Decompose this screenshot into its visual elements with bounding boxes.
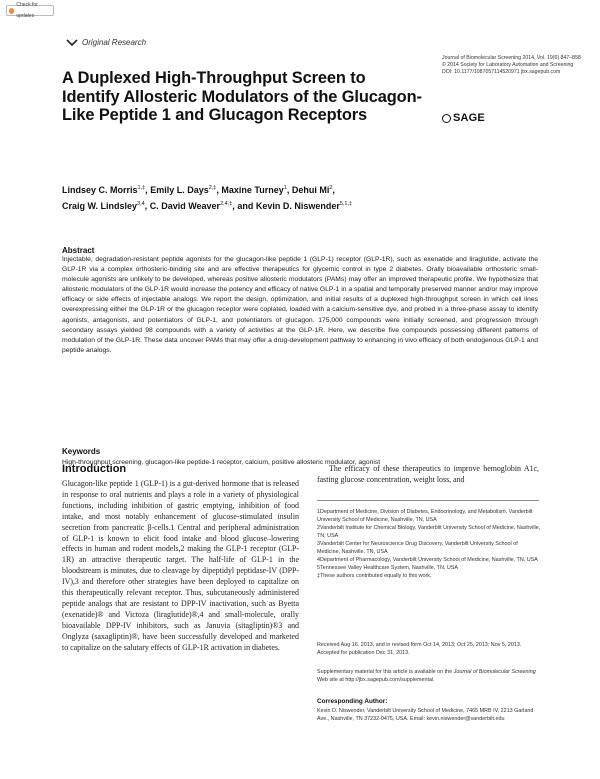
author: Craig W. Lindsley: [62, 200, 138, 211]
affiliation-item: 1Department of Medicine, Division of Diabetes, Endocrinology, and Metabolism, Vanderbilt University School of Medicine, Nashville, TN, USA: [317, 509, 533, 523]
check-for-updates-badge[interactable]: [6, 1, 54, 19]
abstract-text: Injectable, degradation-resistant peptide agonists for the glucagon-like peptide 1 (GLP-1) receptor (GLP-1R), such as exenatide and liraglutide, activate the GLP-1R via a complex orthosteric-binding site and are effective therapeutics for glycemic control in type 2 diabetes. Orally bioavailable orthosteric small-molecule agonists are unlikely to be developed, whereas positive allosteric modulators (PAMs) may offer an improved therapeutic profile. We hypothesize that allosteric modulators of the GLP-1R would increase the potency and efficacy of native GLP-1 in a spatial and temporally preserved manner and/or may improve efficacy or side effects of injectable analogs. We report the design, optimization, and initial results of a duplexed high-throughput screen in which cell lines overexpressing either the GLP-1R or the glucagon receptor were coplated, loaded with a calcium-sensitive dye, and probed in a three-phase assay to identify agonists, antagonists, and potentiators of GLP-1, and potentiators of glucagon. 175,000 compounds were initially screened, and progression through secondary assays yielded 98 compounds with a variety of activities at the GLP-1R. Here, we describe five compounds possessing different patterns of modulation of the GLP-1R. These data uncover PAMs that may offer a drug-development pathway to enhancing in vivo efficacy of both endogenous GLP-1 and peptide analogs.: [62, 256, 538, 354]
publisher-logo: [442, 112, 485, 124]
affiliation-item: 5Tennessee Valley Healthcare System, Nashville, TN, USA: [317, 565, 458, 571]
author: Maxine Turney: [221, 185, 284, 195]
author: Dehui Mi: [291, 185, 330, 195]
author: and Kevin D. Niswender: [237, 200, 340, 211]
affiliation-item: 2Vanderbilt Institute for Chemical Biology, Vanderbilt University School of Medicine, Nashville, TN, USA: [317, 525, 541, 539]
update-circle-icon: [9, 8, 14, 14]
keywords-heading: Keywords: [62, 447, 101, 456]
keywords-text: High-throughput screening, glucagon-like peptide-1 receptor, calcium, positive allosteric modulator, agonist: [62, 459, 381, 466]
abstract-heading: Abstract: [62, 246, 95, 255]
author-list: [62, 182, 522, 213]
supplementary-suffix: Web site at http://jbx.sagepub.com/supplemental.: [317, 677, 435, 683]
section-name: Original Research: [82, 38, 147, 47]
author-affiliation-mark: 2,‡: [208, 185, 217, 191]
journal-name: Journal of Biomolecular Screening: [453, 669, 536, 675]
affiliation-item: 3Vanderbilt Center for Neuroscience Drug Discovery, Vanderbilt University School of Medicine, Nashville, TN, USA: [317, 541, 518, 555]
sage-circle-icon: [442, 114, 451, 123]
section-label: [66, 38, 146, 47]
author: C. David Weaver: [149, 200, 221, 211]
corresponding-heading: Corresponding Author:: [317, 698, 388, 705]
author-affiliation-mark: 2: [329, 185, 333, 191]
article-title: A Duplexed High-Throughput Screen to Identify Allosteric Modulators of the Glucagon-Like Peptide 1 and Glucagon Receptors: [62, 69, 422, 124]
chevron-arrow-icon: [66, 39, 78, 47]
received-dates: Received Aug 16, 2013, and in revised form Oct 14, 2013; Oct 25, 2013; Nov 5, 2013. Accepted for publication Dec 31, 2013.: [317, 642, 522, 656]
affiliation-item: 4Department of Pharmacology, Vanderbilt University School of Medicine, Nashville, TN, USA: [317, 557, 538, 563]
author: Lindsey C. Morris: [62, 185, 138, 195]
author: Emily L. Days: [150, 185, 209, 195]
corresponding-author: Kevin D. Niswender, Vanderbilt University School of Medicine, 7465 MRB IV, 2213 Garland Ave., Nashville, TN 37232-0475, USA. Email: kevin.niswender@vanderbilt.edu: [317, 708, 534, 722]
affiliations: [317, 508, 541, 580]
publisher-name: SAGE: [453, 112, 485, 124]
introduction-heading: Introduction: [62, 463, 127, 475]
footnote-divider: [317, 500, 539, 501]
introduction-text: Glucagon-like peptide 1 (GLP-1) is a gut-derived hormone that is released in response to oral nutrients and plays a role in a variety of physiological functions, including inhibition of gastric emptying, inhibition of food intake, and most notably enhancement of glucose-stimulated insulin secretion from pancreatic β-cells.1 Central and peripheral administration of GLP-1 is known to elicit food intake and blood glucose–lowering effects in human and rodent models,2 making the GLP-1 receptor (GLP-1R) an attractive therapeutic target. The half-life of GLP-1 in the bloodstream is minutes, due to cleavage by dipeptidyl peptidase-IV (DPP-IV),3 and therefore other strategies have been deployed to capitalize on this therapeutically relevant receptor. Thus, subcutaneously administered peptide analogs that are resistant to DPP-IV inactivation, such as Byetta (exenatide)® and Victoza (liraglutide)®,4 and small-molecule, orally bioavailable DPP-IV inhibitors, such as Januvia (sitagliptin)®3 and Onglyza (saxagliptin)®, have been successfully developed and marketed to capitalize on the salutary effects of GLP-1R activation in diabetes.: [62, 479, 299, 652]
author-affiliation-mark: 3,4: [137, 200, 145, 207]
supplementary-prefix: Supplementary material for this article is available on the: [317, 669, 454, 675]
author-line: Craig W. Lindsley$^{3,4}$, C. David Weaver$^{2,4,\ddagger}$, and Kevin D. Niswender$^{5,1,\ddagger}$: [62, 200, 353, 211]
author-line: Lindsey C. Morris$^{1,\ddagger}$, Emily L. Days$^{2,\ddagger}$, Maxine Turney$^1$, Dehui Mi$^2$,: [62, 185, 335, 195]
column2-text: The efficacy of these therapeutics to improve hemoglobin A1c, fasting glucose concentration, weight loss, and: [317, 464, 539, 484]
author-affiliation-mark: 5,1,‡: [339, 200, 353, 207]
supplementary-note: [317, 668, 541, 684]
journal-info: Journal of Biomolecular Screening 2014, Vol. 19(6) 847–858 © 2014 Society for Laboratory Automation and Screening DOI: 10.1177/1087057114520971 jbx.sagepub.com: [442, 55, 581, 76]
author-affiliation-mark: 1: [283, 185, 287, 191]
author-affiliation-mark: 1,‡: [137, 185, 146, 191]
badge-label: Check for updates: [16, 1, 38, 19]
author-affiliation-mark: 2,4,‡: [220, 200, 233, 207]
affiliation-item: ‡These authors contributed equally to this work.: [317, 573, 432, 579]
